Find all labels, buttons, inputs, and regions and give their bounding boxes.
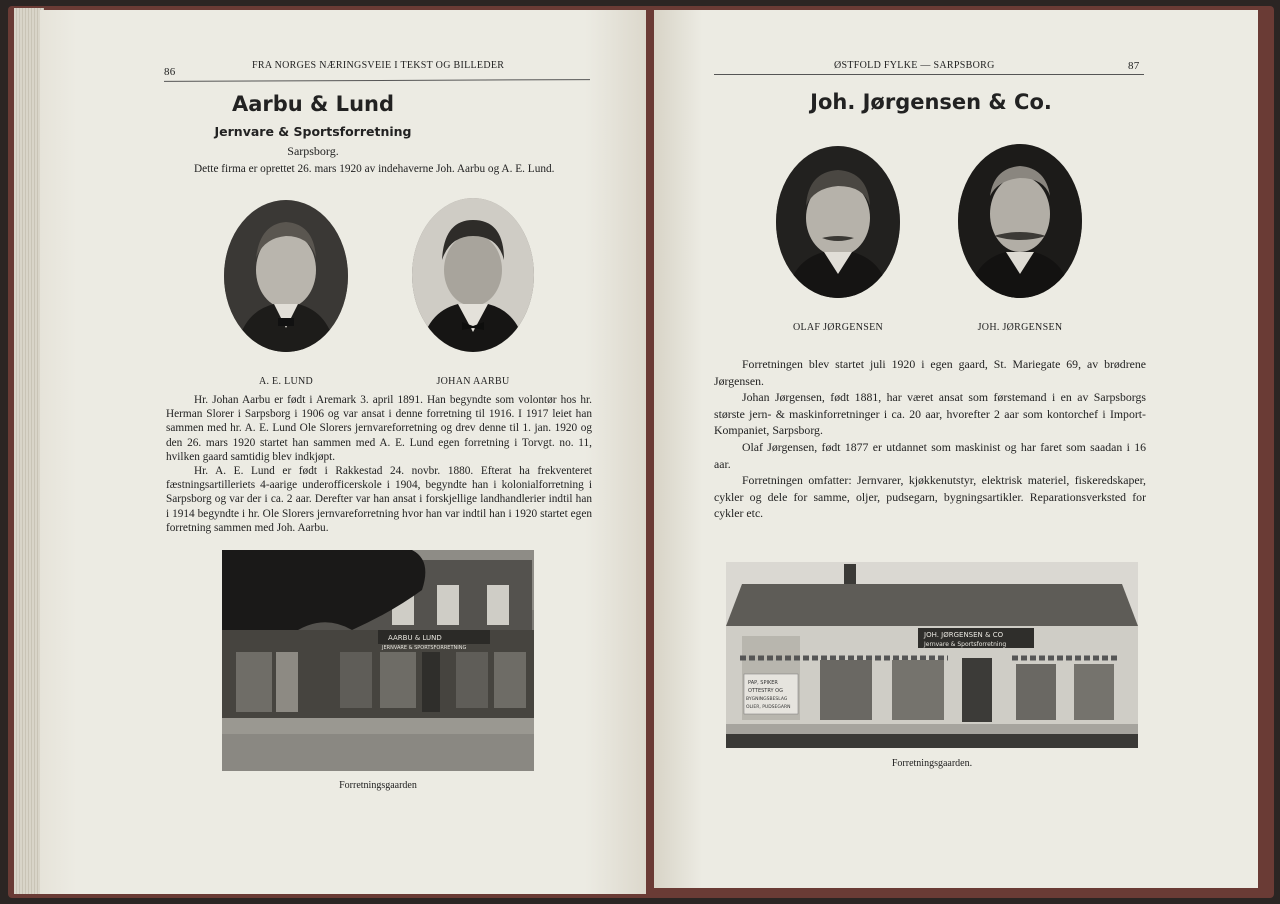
left-subtitle: Jernvare & Sportsforretning <box>214 124 412 139</box>
right-header-rule <box>714 74 1144 75</box>
window-sign-line-4: OLIER, PUDSEGARN <box>746 705 791 710</box>
portrait-johan-aarbu <box>412 198 534 352</box>
left-intro-text: Dette firma er oprettet 26. mars 1920 av indehaverne Joh. Aarbu og A. E. Lund. <box>194 163 555 175</box>
caption-ae-lund: A. E. LUND <box>258 376 314 387</box>
window-sign-line-1: PAP, SPIKER <box>748 680 778 686</box>
caption-johan-aarbu: JOHAN AARBU <box>436 376 510 387</box>
left-header-rule <box>164 79 590 82</box>
left-page <box>40 10 646 894</box>
right-photo-caption: Forretningsgaarden. <box>891 758 973 769</box>
portrait-ae-lund <box>224 200 348 352</box>
right-body <box>714 356 1146 522</box>
right-paragraph-johan: Johan Jørgensen, født 1881, har været ansat som førstemand i en av Sarpsborgs største jern- & maskinforretninger i ca. 20 aar, hvorefter 2 aar som kontorchef i Import-Kompaniet, Sarpsborg. <box>714 390 1146 438</box>
right-paragraph-business: Forretningen omfatter: Jernvarer, kjøkkenutstyr, elektrisk materiel, fiskeredskaper, cykler og dele for samme, oljer, pudsegarn, bygningsartikler. Reparationsverksted for cykler etc. <box>714 473 1146 521</box>
right-paragraph-start: Forretningen blev startet juli 1920 i egen gaard, St. Mariegate 69, av brødrene Jørgensen. <box>714 357 1146 388</box>
left-photo-sign-sub: JERNVARE & SPORTSFORRETNING <box>382 645 467 651</box>
left-running-header: FRA NORGES NÆRINGSVEIE I TEKST OG BILLEDER <box>252 60 505 71</box>
left-intro <box>166 162 592 176</box>
window-sign-line-2: OTTESTRY OG <box>748 688 783 694</box>
right-paragraph-olaf: Olaf Jørgensen, født 1877 er utdannet som maskinist og har faret som saadan i 16 aar. <box>714 439 1146 471</box>
right-page-number: 87 <box>1128 60 1140 72</box>
left-page-number: 86 <box>164 66 176 78</box>
right-running-header: ØSTFOLD FYLKE — SARPSBORG <box>834 60 995 71</box>
left-body <box>166 393 592 535</box>
left-store-photo <box>222 550 534 771</box>
left-photo-caption: Forretningsgaarden <box>339 780 417 791</box>
caption-joh-jorgensen: JOH. JØRGENSEN <box>977 322 1063 333</box>
right-store-photo <box>726 562 1138 748</box>
left-location: Sarpsborg. <box>287 144 339 158</box>
left-title: Aarbu & Lund <box>231 92 394 116</box>
portrait-joh-jorgensen <box>958 144 1082 298</box>
right-photo-sign: JOH. JØRGENSEN & CO <box>924 631 1004 639</box>
left-paragraph-lund: Hr. A. E. Lund er født i Rakkestad 24. novbr. 1880. Efterat ha frekventeret fæstningsartilleriets 4-aarige underofficerskole i 1904, begyndte han i kolonialforretning i Sarpsborg og var der i ca. 2 aar. Derefter var han ansat i forskjellige landhandlerier indtil han i 1914 begyndte i hr. Ole Slorers jernvareforretning hvor han var indtil han i 1920 startet egen forretning sammen med Joh. Aarbu. <box>166 465 592 534</box>
left-paragraph-aarbu: Hr. Johan Aarbu er født i Aremark 3. april 1891. Han begyndte som volontør hos hr. Herman Slorer i Sarpsborg i 1906 og var ansat i denne forretning til 1916. I 1917 leiet han sammen med hr. A. E. Lund Ole Slorers jernvareforretning og drev denne til 1. jan. 1920 og den 26. mars 1920 startet han sammen med A. E. Lund egen forretning i Torvgt. no. 11, hvilken gaard samtidig blev indkjøpt. <box>166 394 592 463</box>
left-photo-sign: AARBU & LUND <box>388 634 442 642</box>
caption-olaf-jorgensen: OLAF JØRGENSEN <box>792 322 884 333</box>
portrait-olaf-jorgensen <box>776 146 900 298</box>
right-page <box>654 10 1258 888</box>
right-photo-sign-sub: Jernvare & Sportsforretning <box>924 641 1007 648</box>
window-sign-line-3: BYGNINGSBESLAG <box>746 697 788 702</box>
right-title: Joh. Jørgensen & Co. <box>810 90 1052 114</box>
